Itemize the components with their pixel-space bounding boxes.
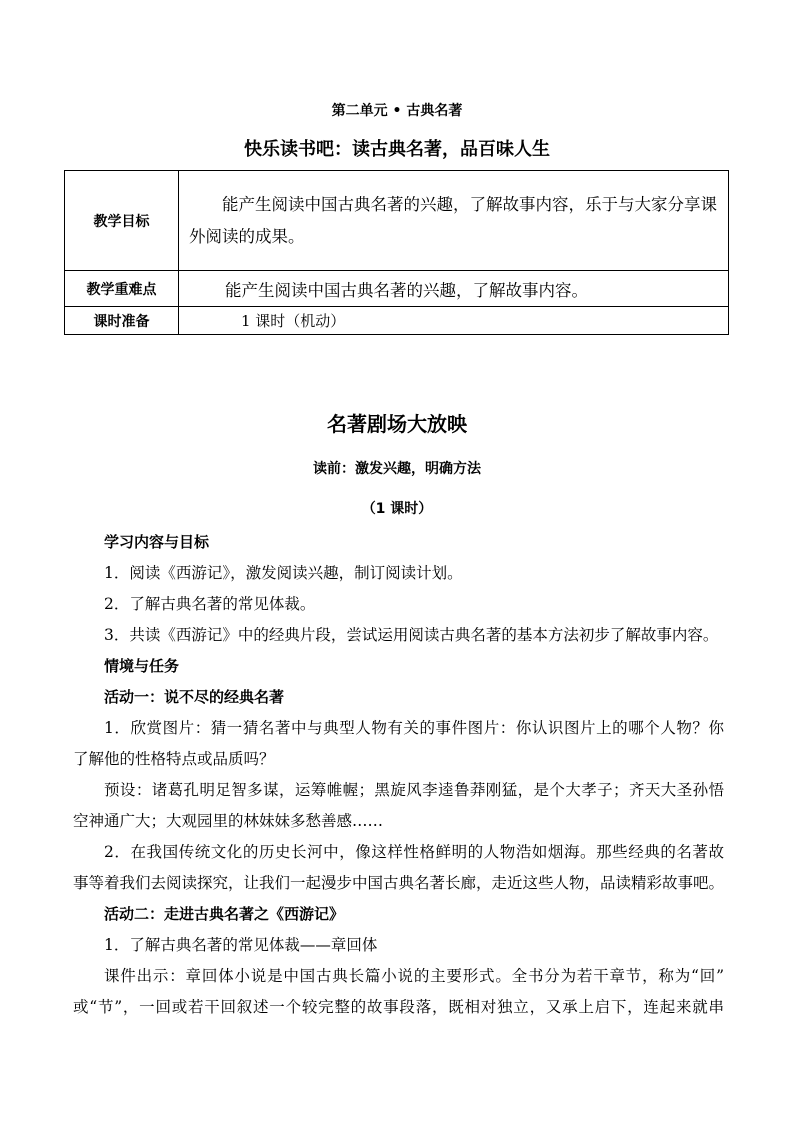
prep-text: 1 课时（机动） <box>241 312 346 330</box>
lesson-info-table <box>64 170 729 335</box>
goal-cell <box>179 171 729 271</box>
context-heading: 情境与任务 <box>104 657 180 675</box>
prep-label: 课时准备 <box>65 307 179 335</box>
activity2-paragraph-2-line-2: 或“节”，一回或若干回叙述一个较完整的故事段落，既相对独立，又承上启下，连起来就串 <box>73 998 724 1016</box>
goal-label: 教学目标 <box>65 171 179 271</box>
activity1-paragraph-1-line-1: 1．欣赏图片：猜一猜名著中与典型人物有关的事件图片：你认识图片上的哪个人物？你 <box>104 719 724 737</box>
section-subtitle: 读前：激发兴趣，明确方法 <box>313 461 481 477</box>
goal-text: 能产生阅读中国古典名著的兴趣，了解故事内容，乐于与大家分享课外阅读的成果。 <box>189 194 717 246</box>
prep-row <box>65 307 729 335</box>
activity1-heading: 活动一：说不尽的经典名著 <box>104 688 285 706</box>
key-cell <box>179 271 729 307</box>
key-row <box>65 271 729 307</box>
activity1-paragraph-3-line-2: 事等着我们去阅读探究，让我们一起漫步中国古典名著长廊，走近这些人物，品读精彩故事吧。 <box>73 874 725 892</box>
key-label: 教学重难点 <box>65 271 179 307</box>
prep-cell <box>179 307 729 335</box>
goal-item-3: 3．共读《西游记》中的经典片段，尝试运用阅读古典名著的基本方法初步了解故事内容。 <box>104 626 719 644</box>
activity2-heading: 活动二：走进古典名著之《西游记》 <box>104 905 345 923</box>
section-period: （1 课时） <box>361 501 433 517</box>
activity1-paragraph-1-line-2: 了解他的性格特点或品质吗？ <box>73 750 275 768</box>
activity2-paragraph-1: 1．了解古典名著的常见体裁——章回体 <box>104 936 378 954</box>
unit-title: 第二单元 • 古典名著 <box>331 103 463 119</box>
goal-row <box>65 171 729 271</box>
activity1-paragraph-3-line-1: 2．在我国传统文化的历史长河中，像这样性格鲜明的人物浩如烟海。那些经典的名著故 <box>104 843 724 861</box>
learning-heading: 学习内容与目标 <box>104 533 210 551</box>
key-text: 能产生阅读中国古典名著的兴趣，了解故事内容。 <box>225 280 588 300</box>
activity1-paragraph-2-line-2: 空神通广大；大观园里的林妹妹多愁善感…… <box>73 812 384 830</box>
section-title: 名著剧场大放映 <box>327 412 467 436</box>
goal-item-1: 1．阅读《西游记》，激发阅读兴趣，制订阅读计划。 <box>104 564 463 582</box>
lesson-title: 快乐读书吧：读古典名著，品百味人生 <box>244 139 550 160</box>
activity1-paragraph-2-line-1: 预设：诸葛孔明足智多谋，运筹帷幄；黑旋风李逵鲁莽刚猛，是个大孝子；齐天大圣孙悟 <box>104 781 724 799</box>
activity2-paragraph-2-line-1: 课件出示：章回体小说是中国古典长篇小说的主要形式。全书分为若干章节，称为“回” <box>104 967 724 985</box>
goal-item-2: 2．了解古典名著的常见体裁。 <box>104 595 316 613</box>
